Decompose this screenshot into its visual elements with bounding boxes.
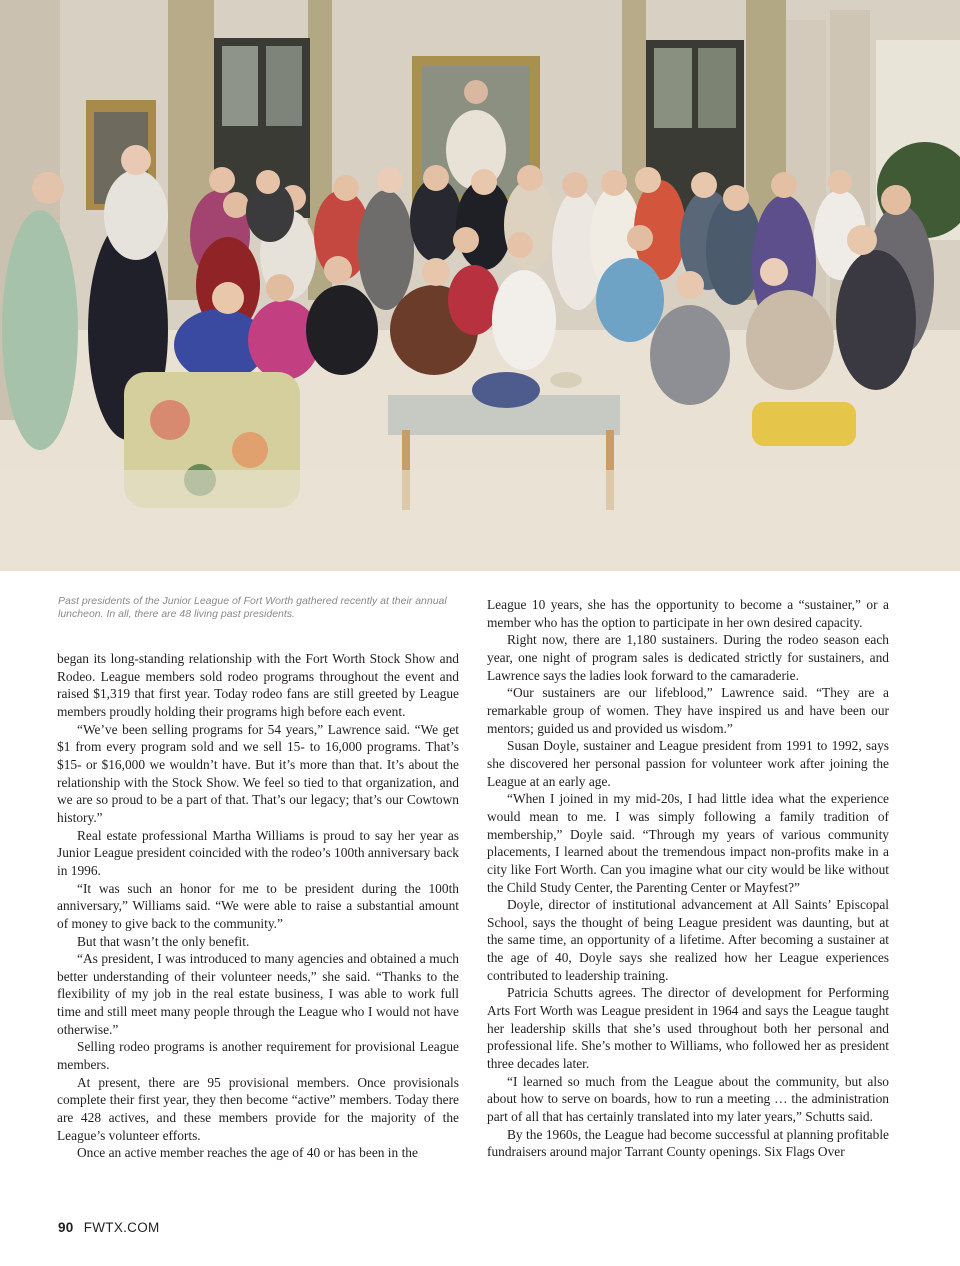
article-paragraph: “When I joined in my mid-20s, I had little idea what the experience would mean to me. I was simply following a family tradition of membership,” Doyle said. “Through my years of various community placements, I learned about the tremendous impact non-profits make in a city like Fort Worth. Can you imagine what our city would be like without the Child Study Center, the Parenting Center or Mayfest?” [487, 791, 889, 895]
group-photo-image [0, 0, 960, 571]
group-photo [0, 0, 960, 571]
article-paragraph: Susan Doyle, sustainer and League president from 1991 to 1992, says she discovered her personal passion for volunteer work after joining the League at an early age. [487, 738, 889, 789]
article-paragraph: “As president, I was introduced to many agencies and obtained a much better understanding of their volunteer needs,” she said. “Thanks to the flexibility of my job in the real estate business, I was able to work full time and still meet many people through the League who I would not have otherwise.” [57, 951, 459, 1037]
article-paragraph: “It was such an honor for me to be president during the 100th anniversary,” Williams said. “We were able to raise a substantial amount of money to give back to the community.” [57, 880, 459, 931]
article-paragraph: Once an active member reaches the age of 40 or has been in the [77, 1145, 418, 1161]
article-paragraph: “I learned so much from the League about the community, but also about how to serve on boards, how to run a meeting … the administration part of all that has certainly translated into my later years,” Schutts said. [487, 1073, 889, 1125]
article-paragraph: began its long-standing relationship with the Fort Worth Stock Show and Rodeo. League members sold rodeo programs throughout the event and raised $1,319 that first year. Today rodeo fans are still greeted by League members proudly holding their programs high before each event. [57, 651, 459, 719]
article-right-column [487, 596, 889, 1161]
article-paragraph: At present, there are 95 provisional members. Once provisionals complete their first year, they then become “active” members. Today there are 428 actives, and these members provide for the majority of the League’s volunteer efforts. [57, 1074, 459, 1143]
article-paragraph: Selling rodeo programs is another requirement for provisional League members. [57, 1039, 459, 1073]
article-paragraph: Doyle, director of institutional advancement at All Saints’ Episcopal School, says the thought of being League president was daunting, but at the same time, an opportunity of a lifetime. After becoming a sustainer at the age of 40, Doyle says she realized how her League experiences contributed to leadership training. [487, 897, 889, 983]
page-footer [58, 1220, 160, 1235]
article-paragraph: But that wasn’t the only benefit. [77, 933, 250, 949]
site-name: FWTX.COM [83, 1220, 160, 1235]
article-paragraph: “Our sustainers are our lifeblood,” Lawrence said. “They are a remarkable group of women. They have inspired us and have been our mentors; guided us and provided us wisdom.” [487, 685, 889, 736]
article-paragraph: Right now, there are 1,180 sustainers. During the rodeo season each year, one night of program sales is dedicated strictly for sustainers, and Lawrence says the ladies look forward to the camaraderie. [487, 632, 889, 683]
photo-caption: Past presidents of the Junior League of Fort Worth gathered recently at their annual luncheon. In all, there are 48 living past presidents. [58, 595, 447, 620]
page-number: 90 [58, 1220, 74, 1235]
article-left-column [57, 650, 459, 1162]
article-paragraph: “We’ve been selling programs for 54 years,” Lawrence said. “We get $1 from every program sold and we sell 15- to 16,000 programs. That’s $15- or $16,000 we wouldn’t have. But it’s more than that. It’s about the relationship with the Stock Show. We feel so tied to that organization, and we are so proud to be a part of that. That’s our legacy; that’s our Cowtown history.” [57, 721, 459, 825]
article-paragraph: By the 1960s, the League had become successful at planning profitable fundraisers around major Tarrant County openings. Six Flags Over [487, 1126, 889, 1160]
article-paragraph: Real estate professional Martha Williams is proud to say her year as Junior League president coincided with the rodeo’s 100th anniversary back in 1996. [57, 827, 459, 878]
article-paragraph: League 10 years, she has the opportunity to become a “sustainer,” or a member who has the option to participate in her own desired capacity. [487, 597, 889, 630]
article-paragraph: Patricia Schutts agrees. The director of development for Performing Arts Fort Worth was League president in 1964 and says the League taught her leadership skills that she’s used throughout both her personal and professional life. She’s mother to Williams, who followed her as president three decades later. [487, 985, 889, 1072]
